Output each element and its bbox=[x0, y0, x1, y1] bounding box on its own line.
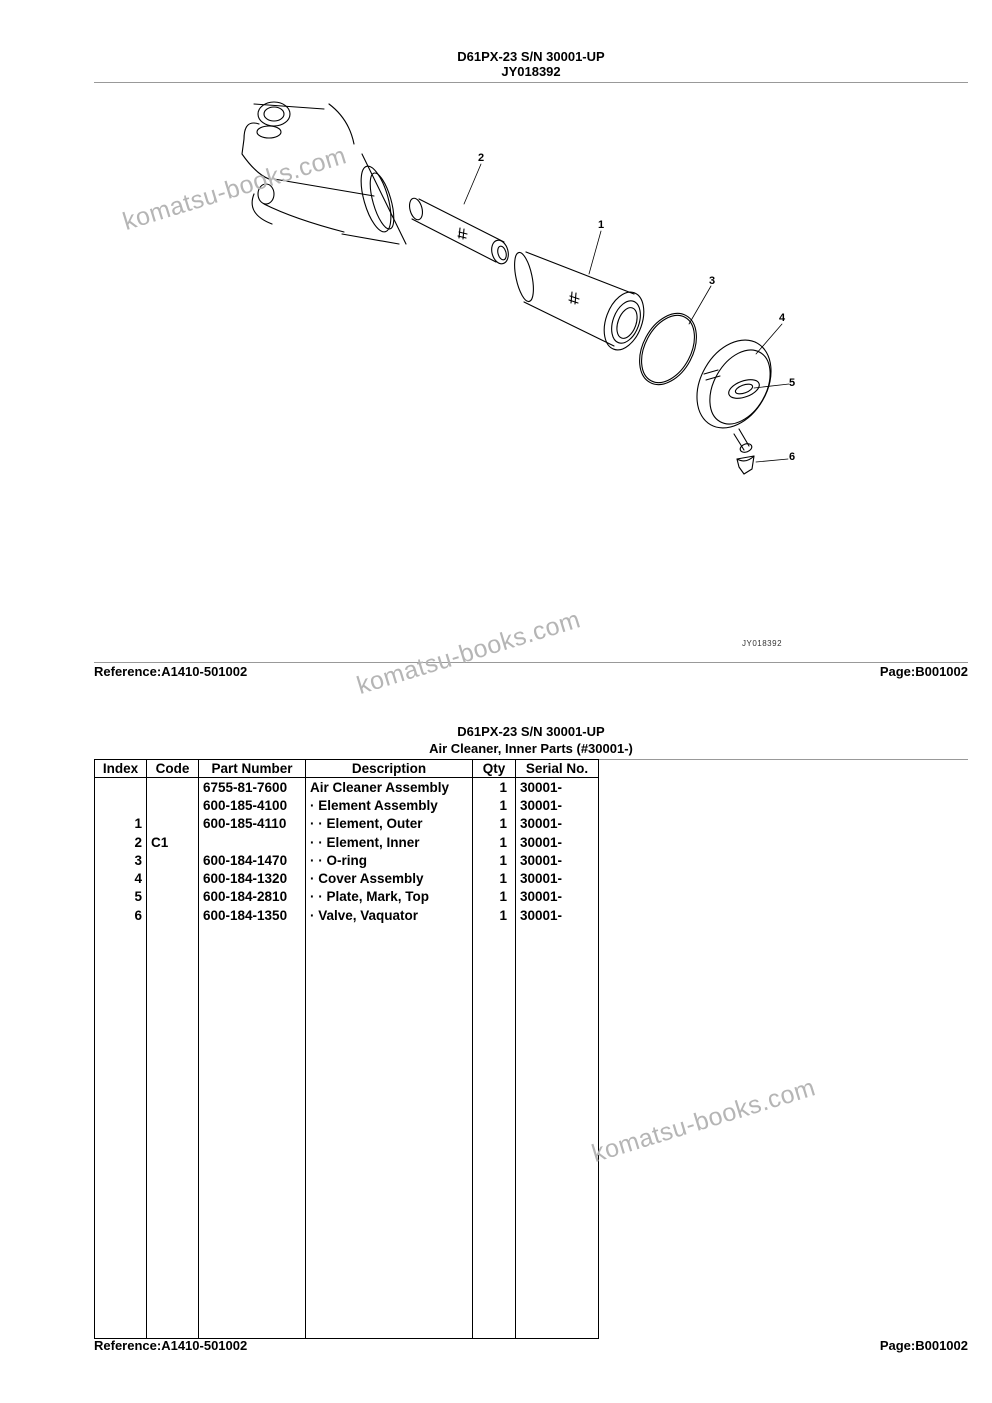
callout-2: 2 bbox=[478, 152, 485, 164]
cover-assembly-drawing bbox=[682, 327, 786, 454]
cell-code bbox=[147, 906, 199, 924]
cell-description: · · Element, Outer bbox=[306, 815, 473, 833]
illustration-title: D61PX-23 S/N 30001-UP bbox=[457, 49, 605, 64]
illustration-reference: Reference:A1410-501002 bbox=[94, 664, 248, 679]
cell-code bbox=[147, 796, 199, 814]
table-row bbox=[95, 851, 599, 869]
callout-3: 3 bbox=[709, 275, 716, 287]
outer-element-drawing bbox=[511, 251, 651, 355]
cell-qty: 1 bbox=[473, 796, 516, 814]
cell-serial: 30001- bbox=[516, 796, 599, 814]
parts-list-subtitle: Air Cleaner, Inner Parts (#30001-) bbox=[429, 741, 633, 756]
figure-id-label: JY018392 bbox=[742, 639, 783, 648]
callout-leader-lines bbox=[464, 164, 789, 462]
cell-qty: 1 bbox=[473, 815, 516, 833]
cell-part-number bbox=[199, 833, 306, 851]
table-header-row bbox=[95, 760, 599, 778]
table-row bbox=[95, 778, 599, 797]
parts-list-page-number: Page:B001002 bbox=[879, 1338, 968, 1353]
cell-index: 6 bbox=[95, 906, 147, 924]
illustration-figure-number: JY018392 bbox=[501, 64, 561, 79]
header-serial-no: Serial No. bbox=[516, 760, 599, 778]
cell-qty: 1 bbox=[473, 906, 516, 924]
cell-description: · · Element, Inner bbox=[306, 833, 473, 851]
cell-code bbox=[147, 851, 199, 869]
cell-part-number: 6755-81-7600 bbox=[199, 778, 306, 797]
cell-serial: 30001- bbox=[516, 833, 599, 851]
cell-serial: 30001- bbox=[516, 888, 599, 906]
cell-code bbox=[147, 778, 199, 797]
parts-table bbox=[94, 759, 599, 1339]
watermark-text: komatsu-books.com bbox=[119, 141, 350, 237]
cell-part-number: 600-185-4110 bbox=[199, 815, 306, 833]
cell-description: · · O-ring bbox=[306, 851, 473, 869]
callout-6: 6 bbox=[789, 451, 796, 463]
inner-element-drawing bbox=[407, 197, 510, 266]
vaquator-valve-drawing bbox=[737, 456, 754, 474]
watermark-text: komatsu-books.com bbox=[353, 605, 584, 701]
watermark-text: komatsu-books.com bbox=[588, 1073, 819, 1169]
parts-list-title: D61PX-23 S/N 30001-UP bbox=[457, 724, 605, 739]
header-code: Code bbox=[147, 760, 199, 778]
header-description: Description bbox=[306, 760, 473, 778]
table-row bbox=[95, 815, 599, 833]
cell-part-number: 600-184-2810 bbox=[199, 888, 306, 906]
header-qty: Qty bbox=[473, 760, 516, 778]
cell-qty: 1 bbox=[473, 869, 516, 887]
cell-code: C1 bbox=[147, 833, 199, 851]
cell-serial: 30001- bbox=[516, 869, 599, 887]
cell-code bbox=[147, 888, 199, 906]
cell-index: 1 bbox=[95, 815, 147, 833]
cell-part-number: 600-184-1350 bbox=[199, 906, 306, 924]
cell-index bbox=[95, 796, 147, 814]
cell-serial: 30001- bbox=[516, 851, 599, 869]
cell-index: 5 bbox=[95, 888, 147, 906]
cell-serial: 30001- bbox=[516, 906, 599, 924]
callout-1: 1 bbox=[598, 219, 605, 231]
cell-qty: 1 bbox=[473, 851, 516, 869]
header-divider bbox=[94, 82, 968, 83]
table-row bbox=[95, 869, 599, 887]
cell-part-number: 600-184-1470 bbox=[199, 851, 306, 869]
header-part-number: Part Number bbox=[199, 760, 306, 778]
illustration-footer-divider bbox=[94, 662, 968, 663]
cell-index bbox=[95, 778, 147, 797]
cell-part-number: 600-184-1320 bbox=[199, 869, 306, 887]
table-header-rule bbox=[598, 759, 968, 760]
cell-description: · Cover Assembly bbox=[306, 869, 473, 887]
table-row bbox=[95, 888, 599, 906]
callout-4: 4 bbox=[779, 312, 786, 324]
exploded-parts-diagram bbox=[94, 84, 968, 664]
cell-qty: 1 bbox=[473, 778, 516, 797]
cell-description: · Element Assembly bbox=[306, 796, 473, 814]
cell-index: 3 bbox=[95, 851, 147, 869]
cell-code bbox=[147, 869, 199, 887]
cell-part-number: 600-185-4100 bbox=[199, 796, 306, 814]
cell-serial: 30001- bbox=[516, 778, 599, 797]
cell-qty: 1 bbox=[473, 888, 516, 906]
table-row bbox=[95, 906, 599, 924]
header-index: Index bbox=[95, 760, 147, 778]
callout-5: 5 bbox=[789, 377, 796, 389]
parts-list-reference: Reference:A1410-501002 bbox=[94, 1338, 248, 1353]
cell-description: · Valve, Vaquator bbox=[306, 906, 473, 924]
cell-description: Air Cleaner Assembly bbox=[306, 778, 473, 797]
cell-index: 2 bbox=[95, 833, 147, 851]
cell-serial: 30001- bbox=[516, 815, 599, 833]
cell-qty: 1 bbox=[473, 833, 516, 851]
table-filler-row bbox=[95, 924, 599, 1339]
cell-code bbox=[147, 815, 199, 833]
cell-description: · · Plate, Mark, Top bbox=[306, 888, 473, 906]
table-row bbox=[95, 833, 599, 851]
table-row bbox=[95, 796, 599, 814]
illustration-page-number: Page:B001002 bbox=[879, 664, 968, 679]
cell-index: 4 bbox=[95, 869, 147, 887]
air-cleaner-body-drawing bbox=[242, 102, 406, 244]
